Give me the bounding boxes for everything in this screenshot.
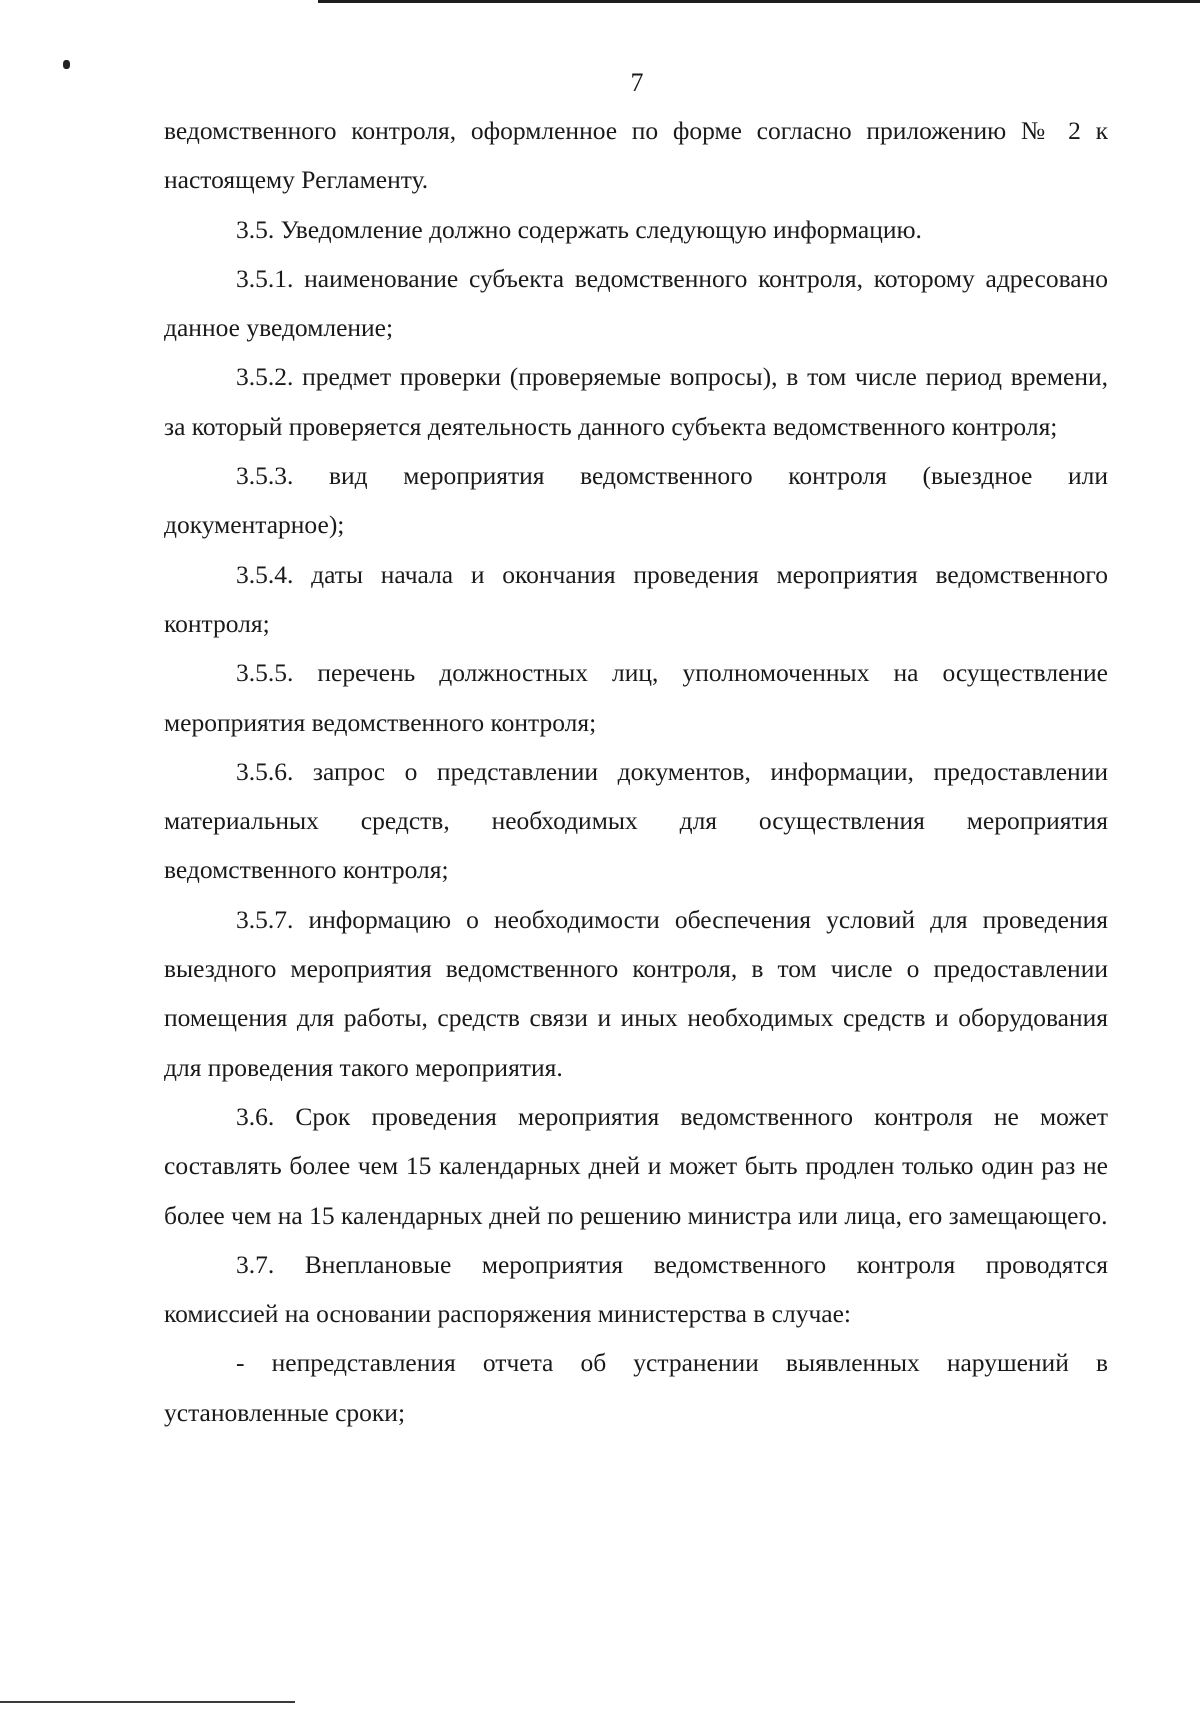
paragraph-list-item: - непредставления отчета об устранении выявленных нарушений в установленные сроки; — [164, 1348, 1108, 1427]
paragraph-3-5-7: 3.5.7. информацию о необходимости обеспечения условий для проведения выездного мероприятия ведомственного контроля, в том числе о предоставлении помещения для работы, средств связи и иных необходимых средств и оборудования для проведения такого мероприятия. — [164, 904, 1108, 1082]
paragraph-3-5-5: 3.5.5. перечень должностных лиц, уполномоченных на осуществление мероприятия ведомственного контроля; — [164, 658, 1108, 737]
paragraph-3-5-6: 3.5.6. запрос о представлении документов, информации, предоставлении материальных средств, необходимых для осуществления мероприятия ведомственного контроля; — [164, 756, 1108, 885]
paragraph-continuation: ведомственного контроля, оформленное по форме согласно приложению № 2 к настоящему Регламенту. — [164, 116, 1108, 195]
paragraph-3-5-2: 3.5.2. предмет проверки (проверяемые вопросы), в том числе период времени, за который проверяется деятельность данного субъекта ведомственного контроля; — [164, 362, 1108, 441]
scan-edge-top-line — [318, 0, 1200, 3]
paragraph-3-6: 3.6. Срок проведения мероприятия ведомственного контроля не может составлять более чем 15 календарных дней и может быть продлен только один раз не более чем на 15 календарных дней по решению министра или лица, его замещающего. — [164, 1101, 1108, 1230]
paragraph-3-7: 3.7. Внеплановые мероприятия ведомственного контроля проводятся комиссией на основании распоряжения министерства в случае: — [164, 1249, 1108, 1329]
paragraph-3-5-3: 3.5.3. вид мероприятия ведомственного контроля (выездное или документарное); — [164, 461, 1108, 540]
document-body — [164, 106, 1108, 1437]
paragraph-3-5: 3.5. Уведомление должно содержать следующую информацию. — [236, 214, 922, 244]
paragraph-3-5-4: 3.5.4. даты начала и окончания проведения мероприятия ведомственного контроля; — [164, 559, 1108, 638]
scan-edge-bottom-line — [0, 1701, 295, 1703]
page-number: 7 — [630, 68, 644, 97]
paragraph-3-5-1: 3.5.1. наименование субъекта ведомственного контроля, которому адресовано данное уведомление; — [164, 263, 1108, 343]
